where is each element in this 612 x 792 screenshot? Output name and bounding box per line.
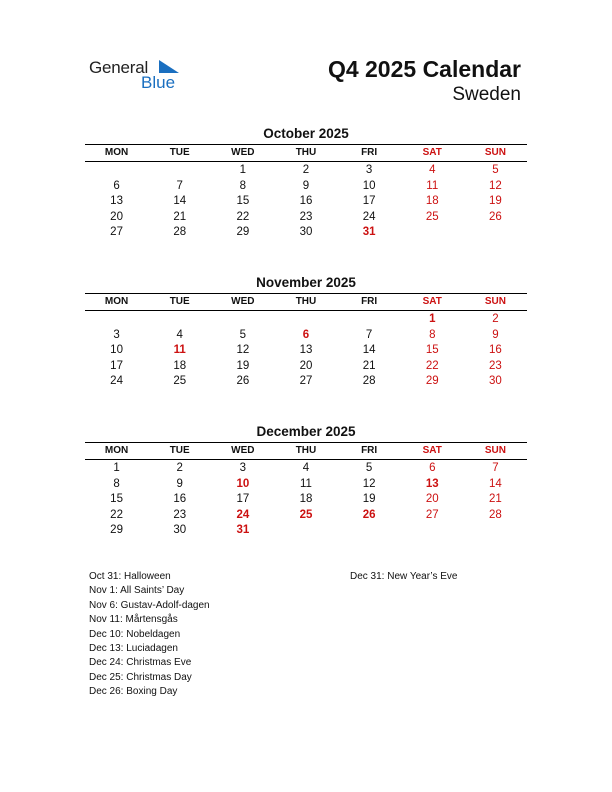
day-cell: 20 [299,359,313,372]
day-cell: 23 [173,508,187,521]
day-cell: 3 [365,164,373,176]
holiday-list-right [350,570,457,584]
day-cell: 15 [110,493,123,505]
day-cell: 8 [113,477,120,490]
holiday-item: Nov 6: Gustav-Adolf-dagen [89,599,210,611]
day-cell: 26 [489,210,502,223]
day-cell: 14 [489,477,502,490]
empty-day-cell [401,523,464,539]
holiday-item: Nov 11: Mårtensgås [89,614,178,626]
weekday-header: THU [295,296,317,307]
day-cell: 3 [113,328,120,341]
weekday-header: THU [295,445,317,456]
day-cell: 31 [362,226,376,238]
empty-day-cell [274,523,337,539]
day-cell: 3 [239,462,247,474]
holiday-item: Nov 1: All Saints’ Day [89,585,185,597]
day-cell: 5 [239,328,247,341]
day-cell: 7 [176,179,183,192]
day-cell: 27 [425,508,439,521]
day-cell: 16 [173,493,187,505]
holiday-item: Oct 31: Halloween [89,571,171,582]
day-cell: 12 [236,344,250,356]
holiday-item: Dec 25: Christmas Day [89,671,192,683]
day-cell: 26 [236,375,250,387]
weekday-header: TUE [169,147,190,158]
day-cell: 16 [299,195,313,207]
weekday-header-row [85,442,527,460]
page-title: Q4 2025 Calendar [327,56,521,82]
day-cell: 6 [429,462,436,474]
day-cell: 29 [236,226,250,238]
day-cell: 11 [300,477,312,490]
day-cell: 17 [362,195,376,207]
weekday-header: SAT [422,147,442,158]
day-cell: 11 [173,344,186,356]
day-cell: 24 [110,375,123,387]
empty-day-cell [464,225,527,241]
day-cell: 31 [236,524,250,536]
day-cell: 19 [236,359,250,372]
holiday-item: Dec 31: New Year’s Eve [350,571,458,582]
day-cell: 15 [236,195,250,207]
holiday-item: Dec 26: Boxing Day [89,686,178,698]
country-name: Sweden [452,84,521,105]
holiday-list-left [89,570,210,700]
weekday-header: FRI [361,296,378,307]
day-cell: 28 [173,226,187,238]
day-cell: 4 [429,164,436,176]
day-cell: 30 [299,226,313,238]
day-cell: 14 [362,344,376,356]
weekday-header: FRI [361,445,378,456]
weekday-header-row [85,293,527,311]
day-cell: 13 [110,195,123,207]
weekday-header: FRI [361,147,378,158]
day-cell: 22 [110,508,123,521]
day-cell: 17 [110,359,123,372]
holiday-item: Dec 24: Christmas Eve [89,657,192,669]
month-calendar [85,125,527,241]
day-cell: 4 [302,462,310,474]
day-cell: 10 [362,179,376,192]
day-cell: 21 [489,493,502,505]
day-grid [85,461,527,539]
day-cell: 10 [110,344,123,356]
day-cell: 2 [176,462,183,474]
weekday-header: SUN [484,147,506,158]
month-calendar [85,423,527,539]
empty-day-cell [211,312,274,328]
empty-day-cell [338,523,401,539]
day-cell: 21 [173,210,187,223]
month-title: December 2025 [256,424,356,439]
day-cell: 19 [362,493,376,505]
day-cell: 19 [489,195,502,207]
day-cell: 17 [236,493,250,505]
day-grid [85,312,527,390]
day-cell: 2 [302,164,310,176]
day-cell: 30 [489,375,502,387]
day-cell: 21 [362,359,376,372]
day-cell: 1 [239,164,247,176]
day-cell: 4 [176,328,183,341]
day-cell: 27 [110,226,123,238]
day-cell: 22 [425,359,439,372]
day-cell: 8 [239,179,247,192]
holiday-item: Dec 10: Nobeldagen [89,628,181,640]
day-cell: 27 [299,375,313,387]
weekday-header: SUN [484,296,506,307]
weekday-header: SAT [422,296,442,307]
day-cell: 30 [173,524,187,536]
day-cell: 5 [492,164,499,176]
month-title: November 2025 [256,275,356,290]
day-cell: 29 [110,524,123,536]
weekday-header: SAT [422,445,442,456]
day-cell: 8 [429,328,436,341]
day-cell: 7 [365,328,373,341]
day-cell: 18 [299,493,313,505]
day-cell: 7 [492,462,499,474]
day-cell: 14 [173,195,187,207]
empty-day-cell [464,523,527,539]
empty-day-cell [148,163,211,179]
day-cell: 23 [489,359,502,372]
day-cell: 5 [365,462,373,474]
day-cell: 11 [426,179,439,192]
holiday-item: Dec 13: Luciadagen [89,643,178,655]
day-cell: 13 [299,344,313,356]
weekday-header: WED [231,445,255,456]
weekday-header: WED [231,296,255,307]
logo-triangle-icon [159,60,179,73]
day-cell: 1 [113,462,120,474]
empty-day-cell [274,312,337,328]
day-cell: 9 [176,477,183,490]
day-cell: 28 [362,375,376,387]
empty-day-cell [401,225,464,241]
weekday-header: THU [295,147,317,158]
logo-general-text: General [89,58,149,77]
day-cell: 25 [425,210,439,223]
day-cell: 16 [489,344,502,356]
generalblue-logo [89,58,189,98]
day-cell: 29 [425,375,439,387]
day-grid [85,163,527,241]
empty-day-cell [148,312,211,328]
day-cell: 10 [236,477,250,490]
month-calendar [85,274,527,390]
empty-day-cell [85,312,148,328]
day-cell: 25 [299,508,313,521]
weekday-header: WED [231,147,255,158]
day-cell: 6 [302,328,310,341]
weekday-header: MON [104,445,129,456]
empty-day-cell [338,312,401,328]
day-cell: 2 [492,313,499,325]
day-cell: 6 [113,179,120,192]
day-cell: 26 [362,508,376,521]
day-cell: 20 [425,493,439,505]
day-cell: 12 [362,477,376,490]
day-cell: 18 [425,195,439,207]
weekday-header: MON [104,296,129,307]
weekday-header: MON [104,147,129,158]
month-title: October 2025 [263,126,349,141]
day-cell: 9 [492,328,499,341]
empty-day-cell [85,163,148,179]
day-cell: 15 [425,344,439,356]
day-cell: 12 [489,179,502,192]
weekday-header: TUE [169,445,190,456]
day-cell: 20 [110,210,123,223]
day-cell: 25 [173,375,187,387]
weekday-header: SUN [484,445,506,456]
day-cell: 9 [302,179,310,192]
day-cell: 22 [236,210,250,223]
logo-blue-text: Blue [141,73,176,92]
day-cell: 13 [425,477,439,490]
day-cell: 1 [429,313,436,325]
day-cell: 24 [362,210,376,223]
day-cell: 28 [489,508,502,521]
day-cell: 18 [173,359,187,372]
day-cell: 23 [299,210,313,223]
weekday-header: TUE [169,296,190,307]
day-cell: 24 [236,508,250,521]
weekday-header-row [85,144,527,162]
